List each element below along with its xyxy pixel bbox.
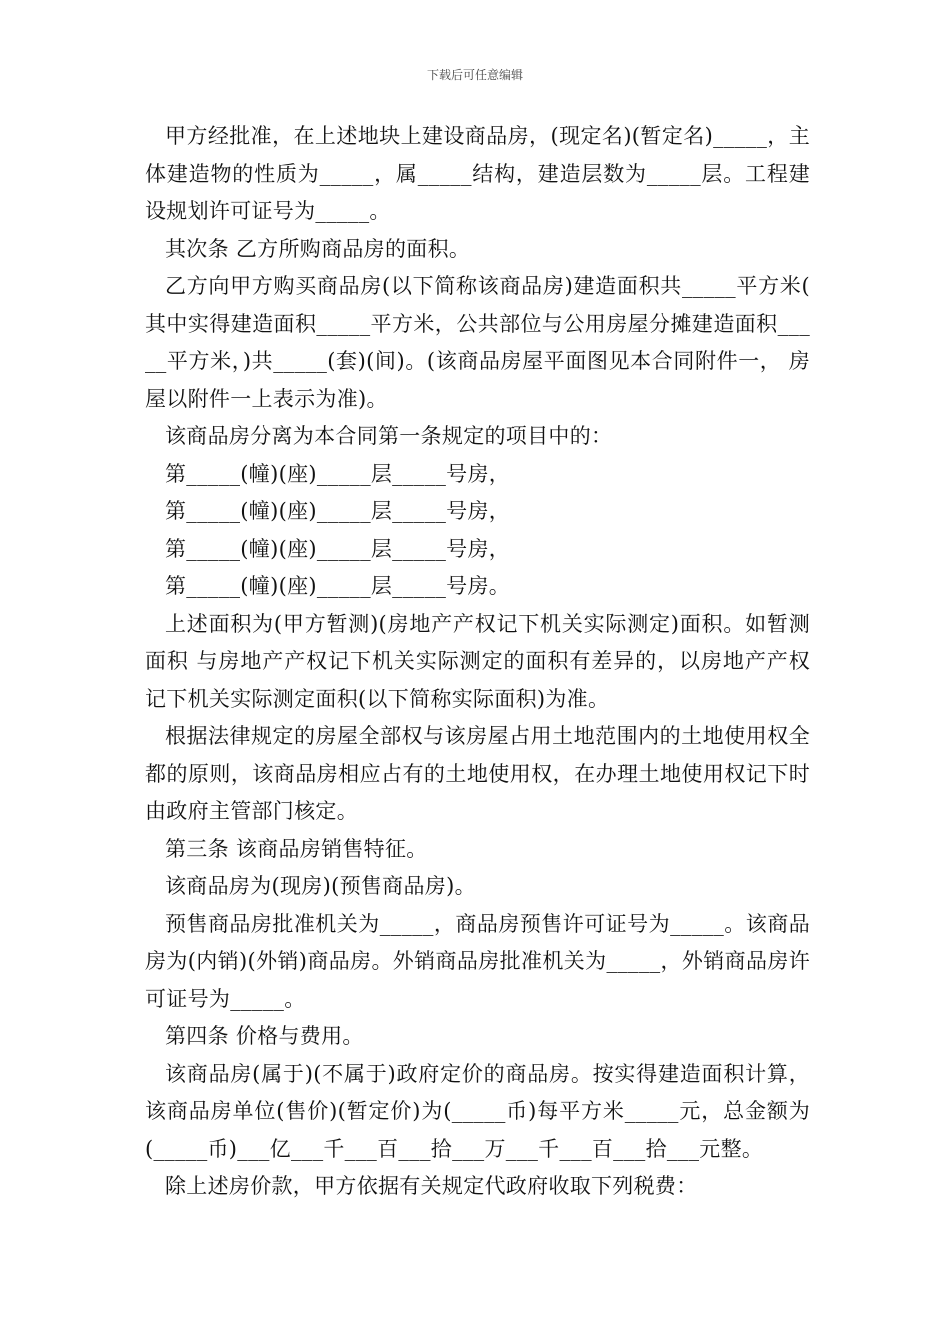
unit-line-2: 第_____(幢)(座)_____层_____号房， xyxy=(165,499,511,523)
clause-2-heading: 其次条 乙方所购商品房的面积。 xyxy=(165,236,471,261)
paragraph-presale-permit: 预售商品房批准机关为_____，商品房预售许可证号为_____。该商品房为(内销)(外销)商品房。外销商品房批准机关为_____，外销商品房许可证号为_____。 xyxy=(145,911,810,1011)
page-header-note: 下载后可任意编辑 xyxy=(426,68,523,82)
clause-4-heading: 第四条 价格与费用。 xyxy=(165,1024,364,1048)
paragraph-purchase-area: 乙方向甲方购买商品房(以下简称该商品房)建造面积共_____平方米( 其中实得建造面积_____平方米，公共部位与公用房屋分摊建造面积_____平方米，)共_____(套)(间)。(该商品房屋平面图见本合同附件一， 房屋以附件一上表示为准)。 xyxy=(145,274,810,411)
unit-line-1: 第_____(幢)(座)_____层_____号房， xyxy=(165,461,511,486)
paragraph-building-approval: 甲方经批准，在上述地块上建设商品房，(现定名)(暂定名)_____，主体建造物的性质为_____，属_____结构，建造层数为_____层。工程建设规划许可证号为_____。 xyxy=(145,124,810,223)
clause-3-heading: 第三条 该商品房销售特征。 xyxy=(165,836,428,861)
paragraph-land-use-right: 根据法律规定的房屋全部权与该房屋占用土地范围内的土地使用权全都的原则，该商品房相应占有的土地使用权，在办理土地使用权记下时由政府主管部门核定。 xyxy=(145,724,810,823)
document-body xyxy=(145,118,810,1206)
paragraph-unit-list-intro: 该商品房分离为本合同第一条规定的项目中的： xyxy=(165,424,613,448)
paragraph-price: 该商品房(属于)(不属于)政府定价的商品房。按实得建造面积计算，该商品房单位(售价)(暂定价)为(_____币)每平方米_____元，总金额为(_____币)___亿___千___百___拾___万___千___百___拾___元整。 xyxy=(145,1061,810,1161)
unit-line-4: 第_____(幢)(座)_____层_____号房。 xyxy=(165,574,511,598)
paragraph-sale-type: 该商品房为(现房)(预售商品房)。 xyxy=(165,874,476,898)
unit-line-3: 第_____(幢)(座)_____层_____号房， xyxy=(165,536,511,561)
paragraph-taxes-intro: 除上述房价款，甲方依据有关规定代政府收取下列税费： xyxy=(165,1174,698,1198)
paragraph-area-measurement: 上述面积为(甲方暂测)(房地产产权记下机关实际测定)面积。如暂测面积 与房地产产权记下机关实际测定的面积有差异的，以房地产产权记下机关实际测定面积(以下简称实际面积)为准。 xyxy=(145,611,810,711)
